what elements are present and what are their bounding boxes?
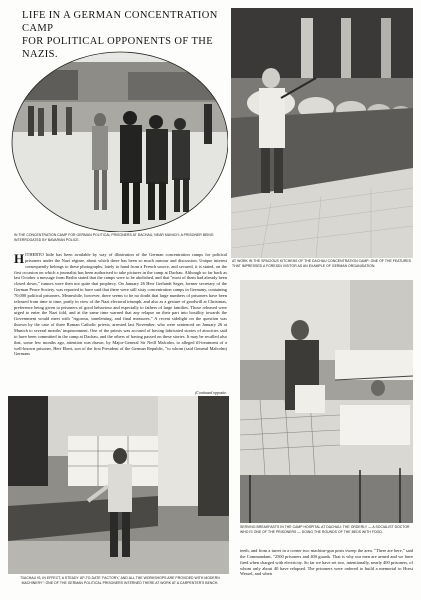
caption-workshop: "DACHAU IS, IN EFFECT, A STEADY UP-TO-DATE 'FACTORY,' AND ALL THE WORKSHOPS ARE PROVIDED WITH MODERN MACHINERY": ONE OF THE GERMAN POLITICAL PRISONERS INTERNED THERE AT WORK AT A CARPENTER'S BENCH. <box>20 576 220 585</box>
article-continuation: teeth, and from a turret in a corner two machine-gun posts sweep the area. "There are here," said the Commandant, "2500 prisoners and 400 guards. That is why our men are armed and we have fired when charged with electricity. So far we have set two, intentionally, nearly 400 prisoners, of whom only about 40 have relapsed. The prisoners were ordered to build a memorial to Horst Wessel, and when <box>240 548 413 577</box>
headline-line-1: LIFE IN A GERMAN CONCENTRATION CAMP <box>22 10 218 34</box>
caption-kitchens: AT WORK IN THE SPACIOUS KITCHENS OF THE DACHAU CONCENTRATION CAMP: ONE OF THE FEATURES THAT IMPRESSED A FOREIGN VISITOR AS AN EXAMPLE OF GERMAN ORGANISATION. <box>232 259 411 268</box>
caption-interrogation: IN THE CONCENTRATION CAMP FOR GERMAN POLITICAL PRISONERS AT DACHAU, NEAR MUNICH: A PRISONER BEING INTERROGATED BY BAVARIAN POLICE. <box>14 233 214 242</box>
photo-interrogation <box>8 42 228 232</box>
headline-line-2: FOR POLITICAL OPPONENTS OF THE NAZIS. <box>22 36 214 60</box>
photo-kitchens <box>231 8 413 258</box>
photo-workshop <box>8 396 229 574</box>
article-continued: (Continued opposite. <box>195 391 227 395</box>
article-body <box>14 252 227 392</box>
article-dropcap: H <box>14 252 25 266</box>
photo-hospital <box>240 280 413 523</box>
article-paragraph-1: ITHERTO little has been available by way of illustration of the German concentration camps for political prisoners under the Nazi régime, about which there has been so much rumour and discussion. Unique interest consequently belongs to these photographs, lately to hand from a French source, and secured, it is stated, on the first occasion on which a journalist has been authorised to take pictures in the camp at Dachau. Although so far back as last October a message from Berlin stated that the camps were to be abolished, and that "most of them had already been closed down," rumors were then not quite that prophecy. On January 26 Herr Gerhardt Seger, former secretary of the German Peace Society, was reported to have said that there were still sixty concentration camps in Germany, containing 70,000 political prisoners. Meanwhile, however, there seems to be no doubt that large numbers of prisoners have been released from time to time, partly in view of the Nazi electoral triumph, and also as a gesture of goodwill at Christmas, preference being given to prisoners of good behaviour and especially to fathers of large families. Those released were urged to enter the Nazi fold, and at the same time warned that any relapse on their part into hostility towards the Government would meet with "rigorous, unrelenting, and final measures." A recent sidelight on the question was thrown by the case of three Roman Catholic priests, arrested last November, who were sentenced on January 26 at Munich to several months' imprisonment. One of the priests was accused of having fabricated stories of atrocities said to have been committed in the camp at Dachau, and the others of having passed on these stories. It may be recalled also that, some few months ago, attention was drawn, by Major-General Sir Neill Malcolm, to alleged ill-treatment of a well-known prisoner, Herr Ebert, son of the first President of the German Republic, "to whom (said General Malcolm) Germans <box>14 252 227 357</box>
caption-hospital: SERVING BREAKFASTS IN THE CAMP HOSPITAL AT DACHAU: THE ORDERLY — A SOCIALIST DOCTOR WHO IS ONE OF THE PRISONERS — DOING THE ROUNDS OF THE BEDS WITH FOOD. <box>240 525 410 534</box>
